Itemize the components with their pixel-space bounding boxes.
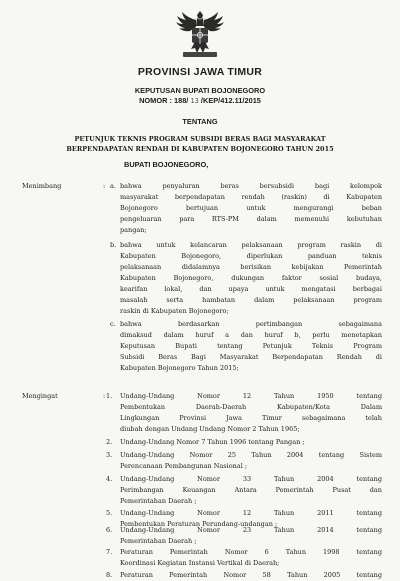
legal-basis-marker: 7. xyxy=(106,548,113,556)
text-line: bahwa berdasarkan pertimbangan sebagaimana xyxy=(120,320,382,328)
text-line: Bojonegoro bertujuan untuk mengurangi beban xyxy=(120,204,382,212)
text-line: pengeluaran para RTS-PM dalam memenuhi kebutuhan xyxy=(120,215,382,223)
text-line: Koordinasi Kegiatan Instansi Vertikal di Daerah; xyxy=(120,559,280,567)
text-line: Subsidi Beras Bagi Masyarakat Berpendapatan Rendah di xyxy=(120,353,382,361)
text-line: bahwa penyaluran beras bersubsidi bagi kelompok xyxy=(120,182,382,190)
number-suffix: /KEP/412.11/2015 xyxy=(200,96,261,105)
legal-basis-item xyxy=(120,391,382,435)
text-line: Lingkungan Provinsi Jawa Timur sebagaimana telah xyxy=(120,414,382,422)
text-line: Pemerintahan Daerah ; xyxy=(120,537,197,545)
legal-basis-item xyxy=(120,437,382,448)
text-line: dimaksud dalam huruf a dan huruf b, perlu menetapkan xyxy=(120,331,382,339)
decree-title: KEPUTUSAN BUPATI BOJONEGORO xyxy=(134,86,266,95)
decree-number xyxy=(0,96,400,105)
subject-title-line-2: BERPENDAPATAN RENDAH DI KABUPATEN BOJONEGORO TAHUN 2015 xyxy=(66,145,334,153)
consideration-marker: b. xyxy=(110,241,117,249)
text-line: Peraturan Pemerintah Nomor 6 Tahun 1998 tentang xyxy=(120,548,382,556)
text-line: masyarakat berpendapatan rendah (raskin) di Kabupaten xyxy=(120,193,382,201)
legal-basis-item xyxy=(120,547,382,569)
consideration-marker: a. xyxy=(110,182,116,190)
text-line: Undang-Undang Nomor 33 Tahun 2004 tentang xyxy=(120,475,382,483)
legal-basis-marker: 2. xyxy=(106,438,113,446)
legal-basis-item xyxy=(120,525,382,547)
legal-basis-marker: 1. xyxy=(106,392,113,400)
section-label-menimbang: Menimbang xyxy=(22,182,62,190)
text-line: Pembentukan Daerah-Daerah Kabupaten/Kota Dalam xyxy=(120,403,382,411)
consideration-marker: c. xyxy=(110,320,116,328)
text-line: Kabupaten Bojonegoro Tahun 2015; xyxy=(120,364,239,372)
consideration-item xyxy=(120,181,382,236)
about-heading: TENTANG xyxy=(182,117,218,126)
text-line: diubah dengan Undang Undang Nomor 2 Tahun 1965; xyxy=(120,425,300,433)
text-line: Pembentukan Peraturan Perundang-undangan ; xyxy=(120,520,278,528)
text-line: Kabupaten Bojonegoro, diperlukan panduan teknis xyxy=(120,252,382,260)
legal-basis-item xyxy=(120,474,382,507)
legal-basis-marker: 8. xyxy=(106,571,113,579)
garuda-emblem-icon xyxy=(171,8,229,60)
legal-basis-marker: 5. xyxy=(106,509,113,517)
legal-basis-item xyxy=(120,450,382,472)
text-line: pangan; xyxy=(120,226,147,234)
consideration-item xyxy=(120,319,382,374)
number-prefix: NOMOR : 188/ xyxy=(139,96,189,105)
text-line: bahwa untuk kelancaran pelaksanaan program raskin di xyxy=(120,241,382,249)
regent-heading: BUPATI BOJONEGORO, xyxy=(124,160,209,169)
text-line: Undang-Undang Nomor 23 Tahun 2014 tentang xyxy=(120,526,382,534)
subject-title-line-1: PETUNJUK TEKNIS PROGRAM SUBSIDI BERAS BAGI MASYARAKAT xyxy=(74,135,326,143)
legal-basis-marker: 4. xyxy=(106,475,113,483)
text-line: masalah serta hambatan dalam pelaksanaan program xyxy=(120,296,382,304)
legal-basis-marker: 3. xyxy=(106,451,113,459)
section-colon: : xyxy=(103,182,106,190)
number-handwritten: 13 xyxy=(190,97,199,105)
text-line: Perencanaan Pembangunan Nasional ; xyxy=(120,462,248,470)
text-line: Undang-Undang Nomor 12 Tahun 2011 tentang xyxy=(120,509,382,517)
text-line: Undang-Undang Nomor 25 Tahun 2004 tentang Sistem xyxy=(120,451,382,459)
section-colon: : xyxy=(103,392,106,400)
text-line: Pemerintahan Daerah ; xyxy=(120,497,197,505)
legal-basis-item xyxy=(120,570,382,581)
text-line: Keputusan Bupati tentang Petunjuk Teknis Program xyxy=(120,342,382,350)
section-label-mengingat: Mengingat xyxy=(22,392,58,400)
consideration-item xyxy=(120,240,382,317)
text-line: Perimbangan Keuangan Antara Pemerintah Pusat dan xyxy=(120,486,382,494)
text-line: Undang-Undang Nomor 7 Tahun 1996 tentang Pangan ; xyxy=(120,438,305,446)
text-line: pelaksanaan didalamnya berisikan kebijakan Pemerintah xyxy=(120,263,382,271)
text-line: kearifan lokal, dan upaya untuk mengatasi berbagai xyxy=(120,285,382,293)
text-line: Undang-Undang Nomor 12 Tahun 1950 tentang xyxy=(120,392,382,400)
legal-basis-marker: 6. xyxy=(106,526,113,534)
text-line: raskin di Kabupaten Bojonegoro; xyxy=(120,307,229,315)
text-line: Peraturan Pemerintah Nomor 58 Tahun 2005 tentang xyxy=(120,571,382,579)
text-line: Kabupaten Bojonegoro, dukungan faktor sosial budaya, xyxy=(120,274,382,282)
province-heading: PROVINSI JAWA TIMUR xyxy=(137,66,263,78)
